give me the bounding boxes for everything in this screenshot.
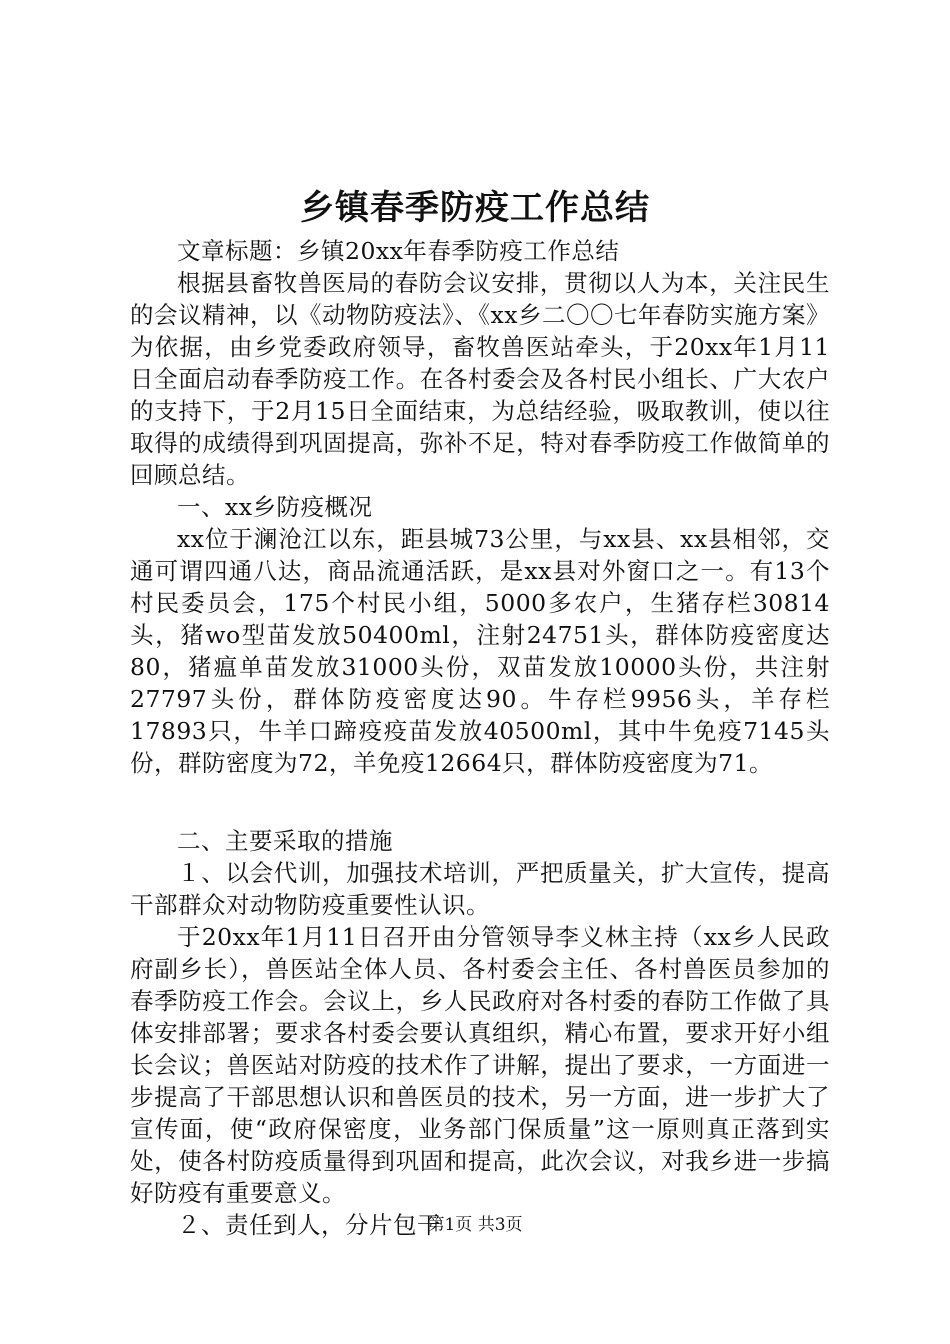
document-body <box>130 235 830 1241</box>
paragraph-spacer <box>130 779 830 825</box>
section-heading-measures: 二、主要采取的措施 <box>177 827 393 855</box>
overview-paragraph: xx位于澜沧江以东，距县城73公里，与xx县、xx县相邻，交通可谓四通八达，商品流通活跃，是xx县对外窗口之一。有13个村民委员会，175个村民小组，5000多农户，生猪存栏30814头，猪wo型苗发放50400ml，注射24751头，群体防疫密度达80，猪瘟单苗发放31000头份，双苗发放10000头份，共注射27797头份，群体防疫密度达90。牛存栏9956头，羊存栏17893只，牛羊口蹄疫疫苗发放40500ml，其中牛免疫7145头份，群防密度为72，羊免疫12664只，群体防疫密度为71。 <box>130 525 830 777</box>
page-footer: 第1页 共3页 <box>427 1215 523 1235</box>
article-title-line: 文章标题：乡镇20xx年春季防疫工作总结 <box>177 237 620 265</box>
measure-1-heading: １、以会代训，加强技术培训，严把质量关，扩大宣传，提高干部群众对动物防疫重要性认识。 <box>130 859 830 919</box>
intro-paragraph: 根据县畜牧兽医局的春防会议安排，贯彻以人为本，关注民生的会议精神，以《动物防疫法》、《xx乡二〇〇七年春防实施方案》为依据，由乡党委政府领导，畜牧兽医站牵头，于20xx年1月11日全面启动春季防疫工作。在各村委会及各村民小组长、广大农户的支持下，于2月15日全面结束，为总结经验，吸取教训，使以往取得的成绩得到巩固提高，弥补不足，特对春季防疫工作做简单的回顾总结。 <box>130 269 831 489</box>
measure-1-paragraph: 于20xx年1月11日召开由分管领导李义林主持（xx乡人民政府副乡长），兽医站全体人员、各村委会主任、各村兽医员参加的春季防疫工作会。会议上，乡人民政府对各村委的春防工作做了具体安排部署；要求各村委会要认真组织，精心布置，要求开好小组长会议；兽医站对防疫的技术作了讲解，提出了要求，一方面进一步提高了干部思想认识和兽医员的技术，另一方面，进一步扩大了宣传面，使“政府保密度，业务部门保质量”这一原则真正落到实处，使各村防疫质量得到巩固和提高，此次会议，对我乡进一步搞好防疫有重要意义。 <box>130 923 830 1207</box>
document-title: 乡镇春季防疫工作总结 <box>300 188 650 228</box>
section-heading-overview: 一、xx乡防疫概况 <box>177 493 373 521</box>
measure-2-heading: ２、责任到人，分片包干 <box>177 1211 441 1239</box>
